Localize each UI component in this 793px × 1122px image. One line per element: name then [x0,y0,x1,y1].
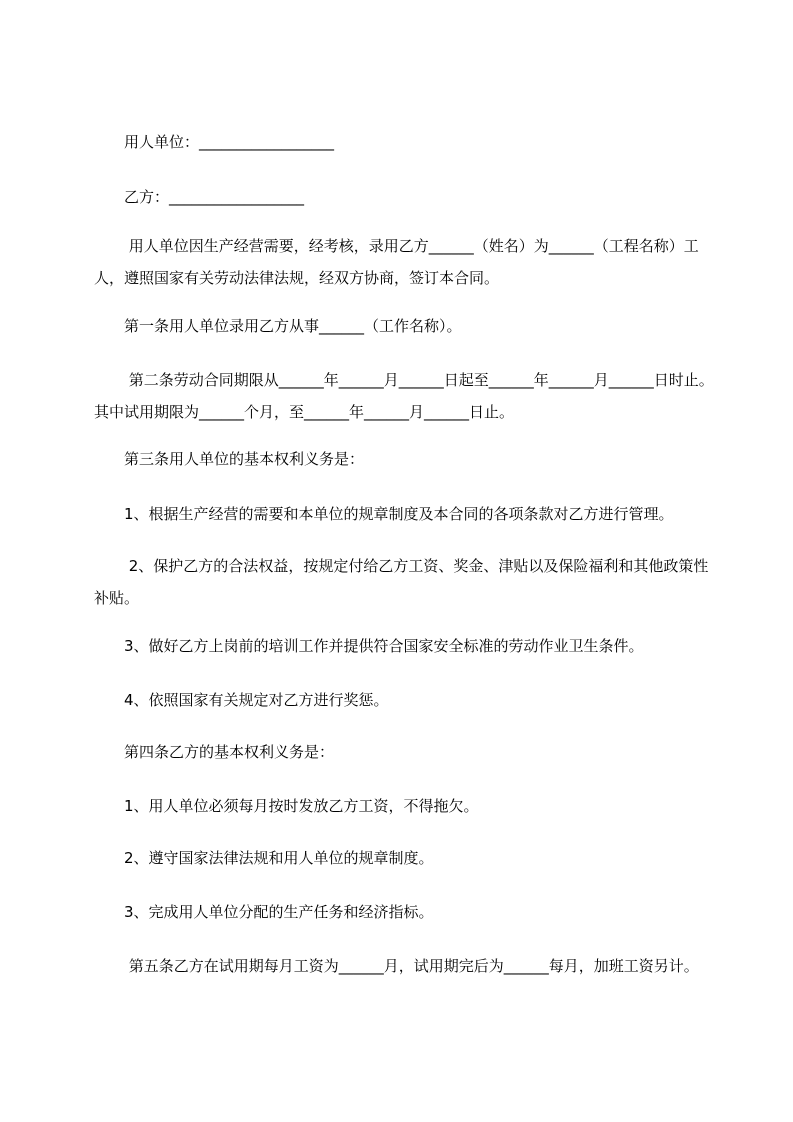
party-b-duty-2: 2、遵守国家法律法规和用人单位的规章制度。 [94,849,434,867]
party-b-field: 乙方：__________________ [94,188,305,206]
employer-field: 用人单位：__________________ [94,133,335,151]
employer-duty-3: 3、做好乙方上岗前的培训工作并提供符合国家安全标准的劳动作业卫生条件。 [94,637,644,655]
article-4-heading: 第四条乙方的基本权利义务是： [94,743,335,761]
article-2: 第二条劳动合同期限从______年______月______日起至______年______月______日时止。其中试用期限为______个月，至______年______月______日止。 [94,371,714,421]
intro-paragraph: 用人单位因生产经营需要，经考核，录用乙方______（姓名）为______（工程名称）工人，遵照国家有关劳动法律法规，经双方协商，签订本合同。 [94,237,699,287]
article-3-heading: 第三条用人单位的基本权利义务是： [94,450,365,468]
employer-duty-4: 4、依照国家有关规定对乙方进行奖惩。 [94,691,389,709]
article-1: 第一条用人单位录用乙方从事______（工作名称）。 [94,317,462,335]
article-5: 第五条乙方在试用期每月工资为______月，试用期完后为______每月，加班工资另计。 [94,957,699,975]
employer-duty-1: 1、根据生产经营的需要和本单位的规章制度及本合同的各项条款对乙方进行管理。 [94,505,674,523]
employer-duty-2: 2、保护乙方的合法权益，按规定付给乙方工资、奖金、津贴以及保险福利和其他政策性补贴。 [94,557,709,607]
party-b-duty-1: 1、用人单位必须每月按时发放乙方工资，不得拖欠。 [94,797,479,815]
party-b-duty-3: 3、完成用人单位分配的生产任务和经济指标。 [94,903,434,921]
